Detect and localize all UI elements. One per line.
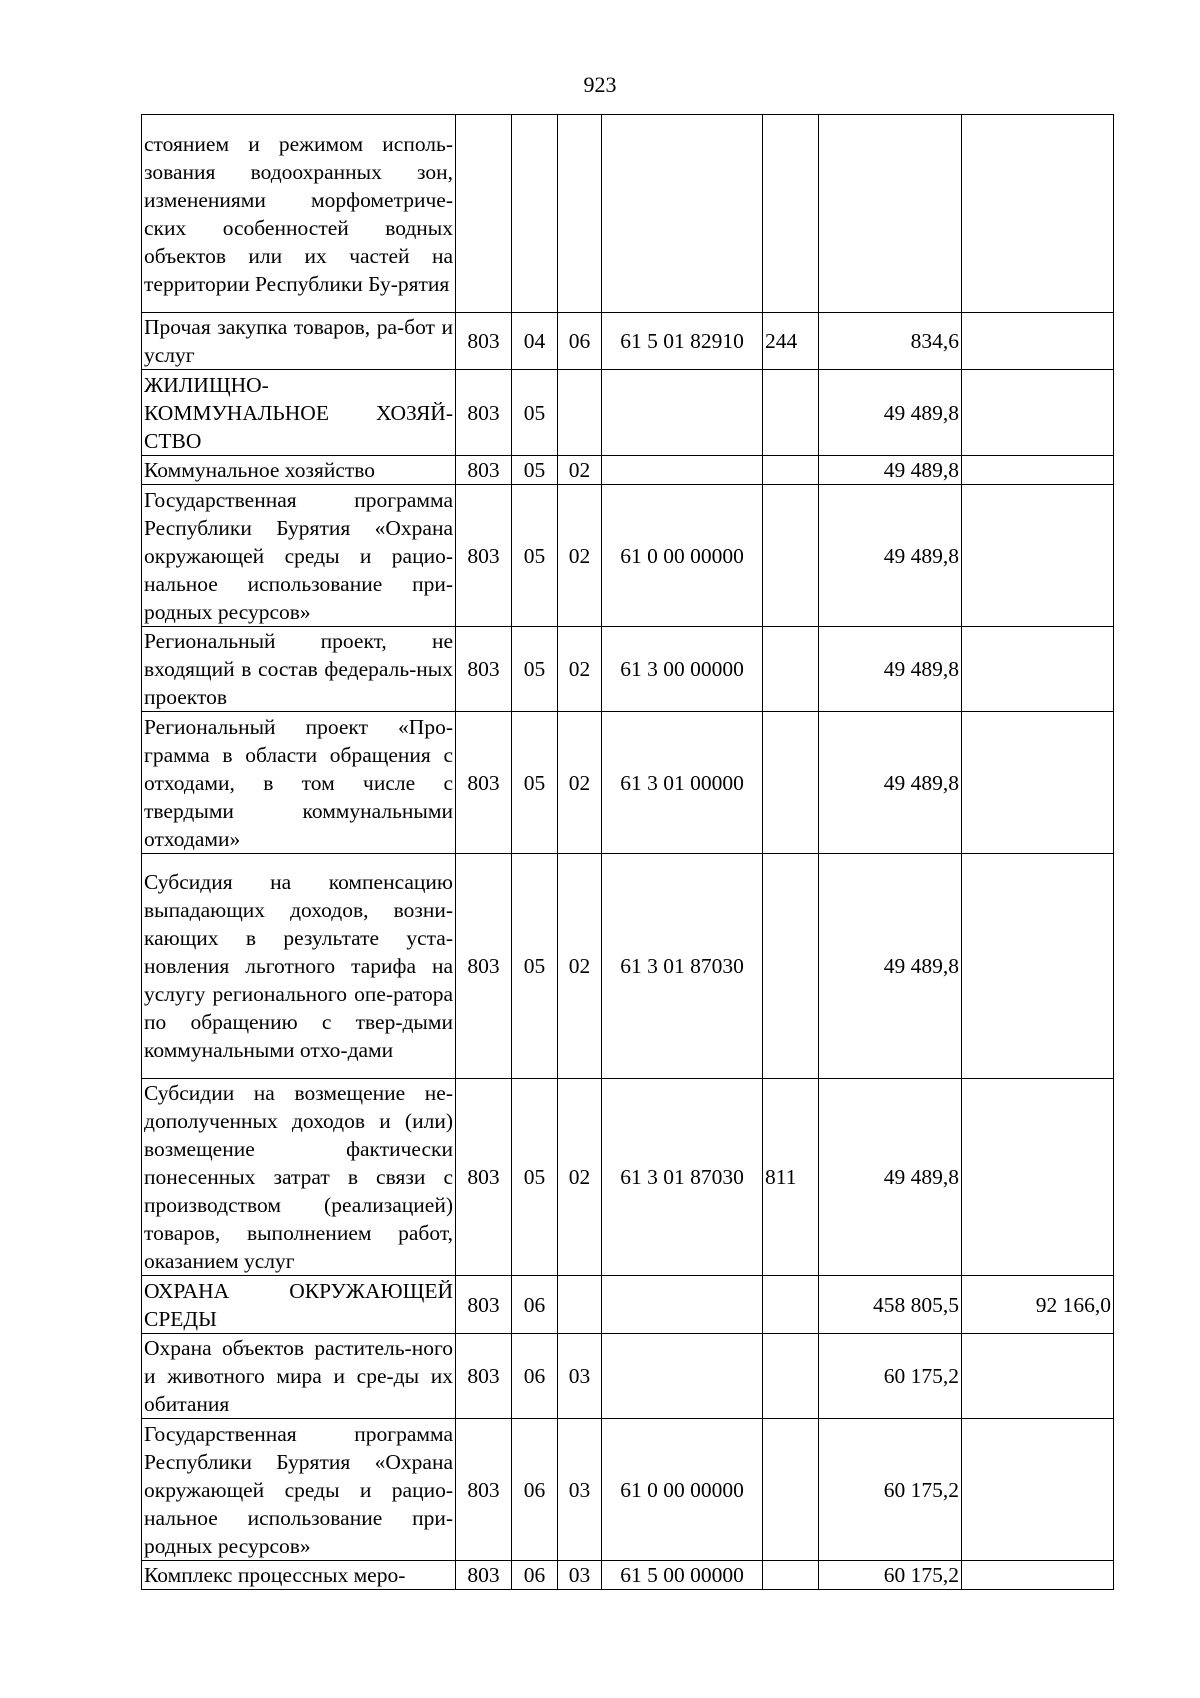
section-code: 05 [512, 854, 558, 1079]
target-article-code: 61 3 01 00000 [602, 712, 763, 854]
ved-code: 803 [456, 485, 512, 627]
subsection-code: 03 [558, 1561, 602, 1590]
amount-extra [962, 854, 1114, 1079]
amount: 458 805,5 [819, 1276, 962, 1334]
budget-table [141, 114, 1114, 1590]
ved-code: 803 [456, 712, 512, 854]
target-article-code: 61 3 01 87030 [602, 1079, 763, 1276]
expense-type-code [763, 485, 819, 627]
section-code: 06 [512, 1419, 558, 1561]
amount: 49 489,8 [819, 1079, 962, 1276]
ved-code: 803 [456, 1561, 512, 1590]
page-number: 923 [583, 72, 617, 97]
expense-type-code [763, 1419, 819, 1561]
amount-extra [962, 1561, 1114, 1590]
amount: 60 175,2 [819, 1561, 962, 1590]
table-row [142, 485, 1114, 627]
amount: 49 489,8 [819, 456, 962, 485]
ved-code: 803 [456, 1276, 512, 1334]
amount-extra [962, 1334, 1114, 1419]
row-name: Субсидии на возмещение не-дополученных доходов и (или) возмещение фактически понесенных затрат в связи с производством (реализацией) товаров, выполнением работ, оказанием услуг [142, 1079, 456, 1276]
subsection-code [558, 370, 602, 456]
amount: 49 489,8 [819, 627, 962, 712]
section-code: 05 [512, 627, 558, 712]
target-article-code [602, 456, 763, 485]
amount: 60 175,2 [819, 1419, 962, 1561]
amount-extra [962, 485, 1114, 627]
ved-code: 803 [456, 313, 512, 370]
ved-code: 803 [456, 1079, 512, 1276]
amount: 49 489,8 [819, 485, 962, 627]
row-name: Региональный проект, не входящий в состав федераль-ных проектов [142, 627, 456, 712]
subsection-code: 03 [558, 1334, 602, 1419]
subsection-code: 06 [558, 313, 602, 370]
ved-code [456, 115, 512, 313]
row-name: Прочая закупка товаров, ра-бот и услуг [142, 313, 456, 370]
subsection-code: 02 [558, 456, 602, 485]
amount-extra [962, 1419, 1114, 1561]
target-article-code: 61 5 01 82910 [602, 313, 763, 370]
row-name: Коммунальное хозяйство [142, 456, 456, 485]
table-row [142, 1334, 1114, 1419]
section-code: 06 [512, 1334, 558, 1419]
expense-type-code [763, 456, 819, 485]
expense-type-code [763, 370, 819, 456]
subsection-code [558, 115, 602, 313]
expense-type-code [763, 1561, 819, 1590]
row-name: Субсидия на компенсацию выпадающих доходов, возни-кающих в результате уста-новления льготного тарифа на услугу регионального опе-ратора по обращению с твер-дыми коммунальными отхо-дами [142, 854, 456, 1079]
target-article-code: 61 3 00 00000 [602, 627, 763, 712]
amount-extra [962, 712, 1114, 854]
amount: 49 489,8 [819, 712, 962, 854]
row-name: Государственная программа Республики Бурятия «Охрана окружающей среды и рацио-нальное использование при-родных ресурсов» [142, 485, 456, 627]
table-row [142, 1079, 1114, 1276]
amount-extra [962, 370, 1114, 456]
amount-extra [962, 313, 1114, 370]
ved-code: 803 [456, 456, 512, 485]
row-name: ЖИЛИЩНО-КОММУНАЛЬНОЕ ХОЗЯЙ-СТВО [142, 370, 456, 456]
section-code [512, 115, 558, 313]
row-name: ОХРАНА ОКРУЖАЮЩЕЙ СРЕДЫ [142, 1276, 456, 1334]
table-row [142, 370, 1114, 456]
ved-code: 803 [456, 370, 512, 456]
target-article-code: 61 0 00 00000 [602, 1419, 763, 1561]
target-article-code [602, 1276, 763, 1334]
ved-code: 803 [456, 1334, 512, 1419]
expense-type-code: 244 [763, 313, 819, 370]
table-row [142, 712, 1114, 854]
table-row [142, 1561, 1114, 1590]
table-row [142, 313, 1114, 370]
target-article-code [602, 1334, 763, 1419]
section-code: 06 [512, 1276, 558, 1334]
expense-type-code [763, 712, 819, 854]
subsection-code: 02 [558, 712, 602, 854]
row-name: стоянием и режимом исполь-зования водоохранных зон, изменениями морфометриче-ских особенностей водных объектов или их частей на территории Республики Бу-рятия [142, 115, 456, 313]
expense-type-code [763, 115, 819, 313]
expense-type-code: 811 [763, 1079, 819, 1276]
section-code: 06 [512, 1561, 558, 1590]
ved-code: 803 [456, 1419, 512, 1561]
section-code: 04 [512, 313, 558, 370]
amount: 834,6 [819, 313, 962, 370]
amount: 49 489,8 [819, 854, 962, 1079]
subsection-code [558, 1276, 602, 1334]
amount-extra [962, 456, 1114, 485]
row-name: Государственная программа Республики Бурятия «Охрана окружающей среды и рацио-нальное использование при-родных ресурсов» [142, 1419, 456, 1561]
table-row [142, 627, 1114, 712]
subsection-code: 02 [558, 485, 602, 627]
amount-extra [962, 1079, 1114, 1276]
section-code: 05 [512, 370, 558, 456]
target-article-code [602, 370, 763, 456]
subsection-code: 02 [558, 1079, 602, 1276]
section-code: 05 [512, 485, 558, 627]
amount-extra [962, 115, 1114, 313]
table-row [142, 115, 1114, 313]
target-article-code: 61 3 01 87030 [602, 854, 763, 1079]
ved-code: 803 [456, 854, 512, 1079]
table-row [142, 1419, 1114, 1561]
target-article-code [602, 115, 763, 313]
table-row [142, 854, 1114, 1079]
subsection-code: 02 [558, 627, 602, 712]
section-code: 05 [512, 1079, 558, 1276]
expense-type-code [763, 1334, 819, 1419]
ved-code: 803 [456, 627, 512, 712]
expense-type-code [763, 1276, 819, 1334]
amount: 60 175,2 [819, 1334, 962, 1419]
amount [819, 115, 962, 313]
row-name: Региональный проект «Про-грамма в области обращения с отходами, в том числе с твердыми коммунальными отходами» [142, 712, 456, 854]
table-row [142, 1276, 1114, 1334]
amount-extra [962, 627, 1114, 712]
amount-extra: 92 166,0 [962, 1276, 1114, 1334]
expense-type-code [763, 627, 819, 712]
section-code: 05 [512, 456, 558, 485]
target-article-code: 61 5 00 00000 [602, 1561, 763, 1590]
subsection-code: 03 [558, 1419, 602, 1561]
row-name: Охрана объектов раститель-ного и животного мира и сре-ды их обитания [142, 1334, 456, 1419]
section-code: 05 [512, 712, 558, 854]
expense-type-code [763, 854, 819, 1079]
amount: 49 489,8 [819, 370, 962, 456]
row-name: Комплекс процессных меро- [142, 1561, 456, 1590]
subsection-code: 02 [558, 854, 602, 1079]
target-article-code: 61 0 00 00000 [602, 485, 763, 627]
table-row [142, 456, 1114, 485]
